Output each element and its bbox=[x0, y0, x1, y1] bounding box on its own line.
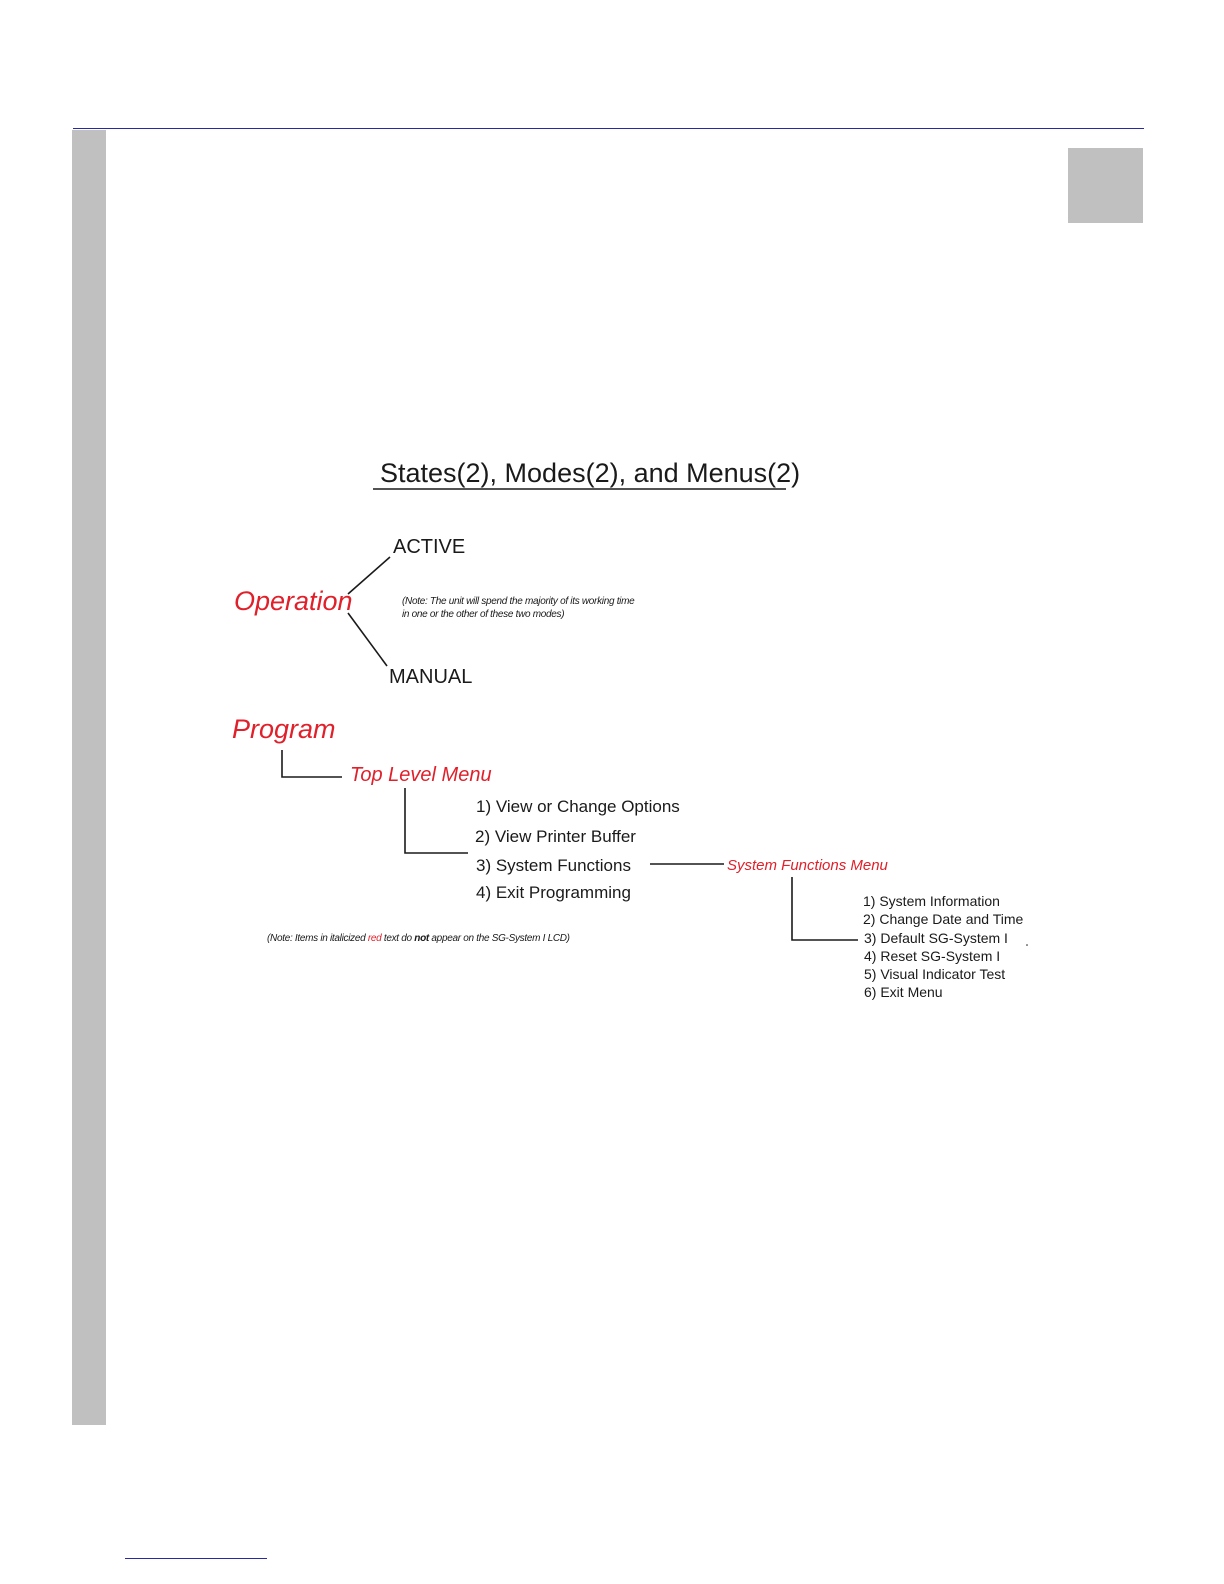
system-menu-item: 3) Default SG-System I bbox=[864, 930, 1008, 946]
operation-label: Operation bbox=[234, 586, 353, 616]
manual-mode-label: MANUAL bbox=[389, 666, 473, 688]
footnote-part-2: text do bbox=[381, 933, 415, 944]
top-menu-to-items-connector bbox=[405, 788, 468, 853]
footnote-part-1: (Note: Items in italicized bbox=[267, 933, 368, 944]
footnote-bold-word: not bbox=[414, 933, 429, 944]
system-functions-menu-label: System Functions Menu bbox=[727, 857, 888, 874]
top-menu-item: 4) Exit Programming bbox=[476, 883, 631, 902]
system-menu-to-items-connector bbox=[792, 877, 858, 940]
stray-dot bbox=[1026, 944, 1028, 946]
footnote bbox=[267, 933, 570, 944]
footnote-red-word: red bbox=[367, 933, 382, 944]
system-menu-item: 6) Exit Menu bbox=[864, 984, 943, 1000]
active-mode-label: ACTIVE bbox=[393, 536, 466, 558]
top-menu-item: 2) View Printer Buffer bbox=[475, 827, 636, 846]
diagram-title: States(2), Modes(2), and Menus(2) bbox=[380, 458, 801, 488]
footnote-part-3: appear on the SG-System I LCD) bbox=[428, 933, 570, 944]
top-menu-item: 1) View or Change Options bbox=[476, 797, 680, 816]
operation-note-line-1: (Note: The unit will spend the majority of its working time bbox=[402, 596, 635, 607]
operation-note-line-2: in one or the other of these two modes) bbox=[402, 609, 565, 620]
system-menu-item: 2) Change Date and Time bbox=[863, 911, 1024, 927]
operation-to-active-line bbox=[348, 557, 390, 594]
top-level-menu-label: Top Level Menu bbox=[350, 764, 492, 786]
operation-to-manual-line bbox=[348, 613, 387, 666]
top-menu-item: 3) System Functions bbox=[476, 856, 631, 875]
program-label: Program bbox=[232, 714, 336, 744]
system-menu-item: 5) Visual Indicator Test bbox=[864, 966, 1006, 982]
program-to-top-menu-connector bbox=[282, 750, 342, 777]
system-menu-item: 4) Reset SG-System I bbox=[864, 948, 1001, 964]
system-menu-item: 1) System Information bbox=[863, 893, 1000, 909]
